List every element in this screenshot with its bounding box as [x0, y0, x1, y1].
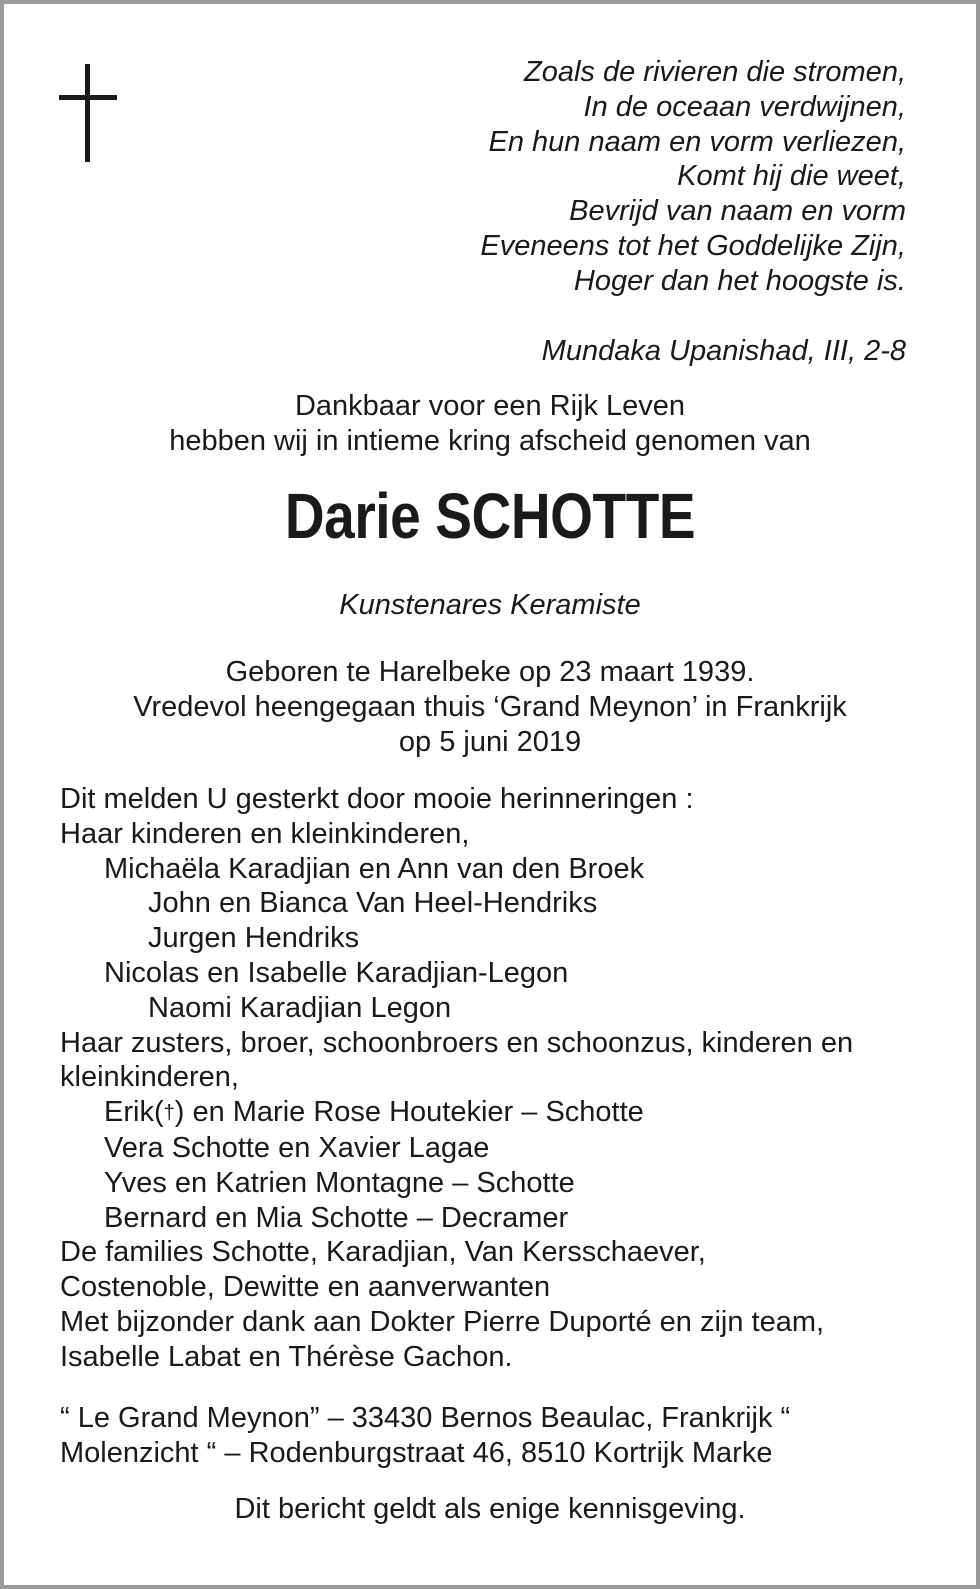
sibling-name-start: Erik( — [104, 1096, 164, 1129]
sibling-entry: Bernard en Mia Schotte – Decramer — [104, 1201, 569, 1234]
grandchild-entry: John en Bianca Van Heel-Hendriks — [148, 887, 598, 920]
cross-icon — [59, 64, 117, 162]
children-heading: Haar kinderen en kleinkinderen, — [60, 817, 470, 850]
poem — [306, 55, 906, 299]
thanks-line-1: Met bijzonder dank aan Dokter Pierre Duporté en zijn team, — [60, 1305, 825, 1338]
poem-source: Mundaka Upanishad, III, 2-8 — [541, 335, 906, 367]
intro-text — [4, 389, 976, 459]
cross-horizontal-bar — [59, 95, 117, 100]
sibling-entry: Yves en Katrien Montagne – Schotte — [104, 1166, 575, 1199]
footer-text: Dit bericht geldt als enige kennisgeving. — [234, 1493, 746, 1525]
cross-vertical-bar — [85, 64, 90, 162]
poem-line: Komt hij die weet, — [677, 160, 906, 193]
grandchild-entry: Jurgen Hendriks — [148, 922, 360, 955]
death-line-2: op 5 juni 2019 — [398, 725, 582, 758]
profession — [4, 588, 976, 623]
poem-line: In de oceaan verdwijnen, — [583, 90, 906, 123]
sibling-entry: Vera Schotte en Xavier Lagae — [104, 1131, 490, 1164]
poem-line: Eveneens tot het Goddelijke Zijn, — [480, 229, 906, 262]
footer-note — [4, 1492, 976, 1527]
deceased-cross-icon: † — [163, 1102, 175, 1125]
poem-line: En hun naam en vorm verliezen, — [488, 125, 906, 158]
addresses — [60, 1401, 940, 1471]
profession-text: Kunstenares Keramiste — [339, 589, 641, 621]
sibling-entry — [60, 1095, 940, 1131]
family-list — [60, 782, 940, 1375]
siblings-heading: Haar zusters, broer, schoonbroers en schoonzus, kinderen en kleinkinderen, — [60, 1026, 854, 1094]
families-line-2: Costenoble, Dewitte en aanverwanten — [60, 1271, 551, 1304]
families-line-1: De families Schotte, Karadjian, Van Kersschaever, — [60, 1236, 706, 1269]
life-dates — [4, 655, 976, 759]
address-line-2: Molenzicht “ – Rodenburgstraat 46, 8510 Kortrijk Marke — [60, 1436, 773, 1469]
child-entry: Nicolas en Isabelle Karadjian-Legon — [104, 956, 569, 989]
poem-line: Zoals de rivieren die stromen, — [524, 56, 906, 88]
poem-line: Hoger dan het hoogste is. — [573, 264, 906, 297]
intro-line-2: hebben wij in intieme kring afscheid genomen van — [169, 424, 811, 457]
death-line-1: Vredevol heengegaan thuis ‘Grand Meynon’ in Frankrijk — [133, 690, 847, 723]
deceased-name: Darie SCHOTTE — [284, 480, 696, 552]
poem-line: Bevrijd van naam en vorm — [569, 195, 906, 228]
grandchild-entry: Naomi Karadjian Legon — [148, 991, 452, 1024]
child-entry: Michaëla Karadjian en Ann van den Broek — [104, 852, 645, 885]
address-line-1: “ Le Grand Meynon” – 33430 Bernos Beaulac, Frankrijk “ — [60, 1402, 791, 1434]
family-intro: Dit melden U gesterkt door mooie herinneringen : — [60, 783, 694, 815]
sibling-name-end: ) en Marie Rose Houtekier – Schotte — [174, 1096, 644, 1129]
thanks-line-2: Isabelle Labat en Thérèse Gachon. — [60, 1340, 513, 1373]
birth-line: Geboren te Harelbeke op 23 maart 1939. — [225, 656, 755, 688]
intro-line-1: Dankbaar voor een Rijk Leven — [294, 390, 686, 422]
